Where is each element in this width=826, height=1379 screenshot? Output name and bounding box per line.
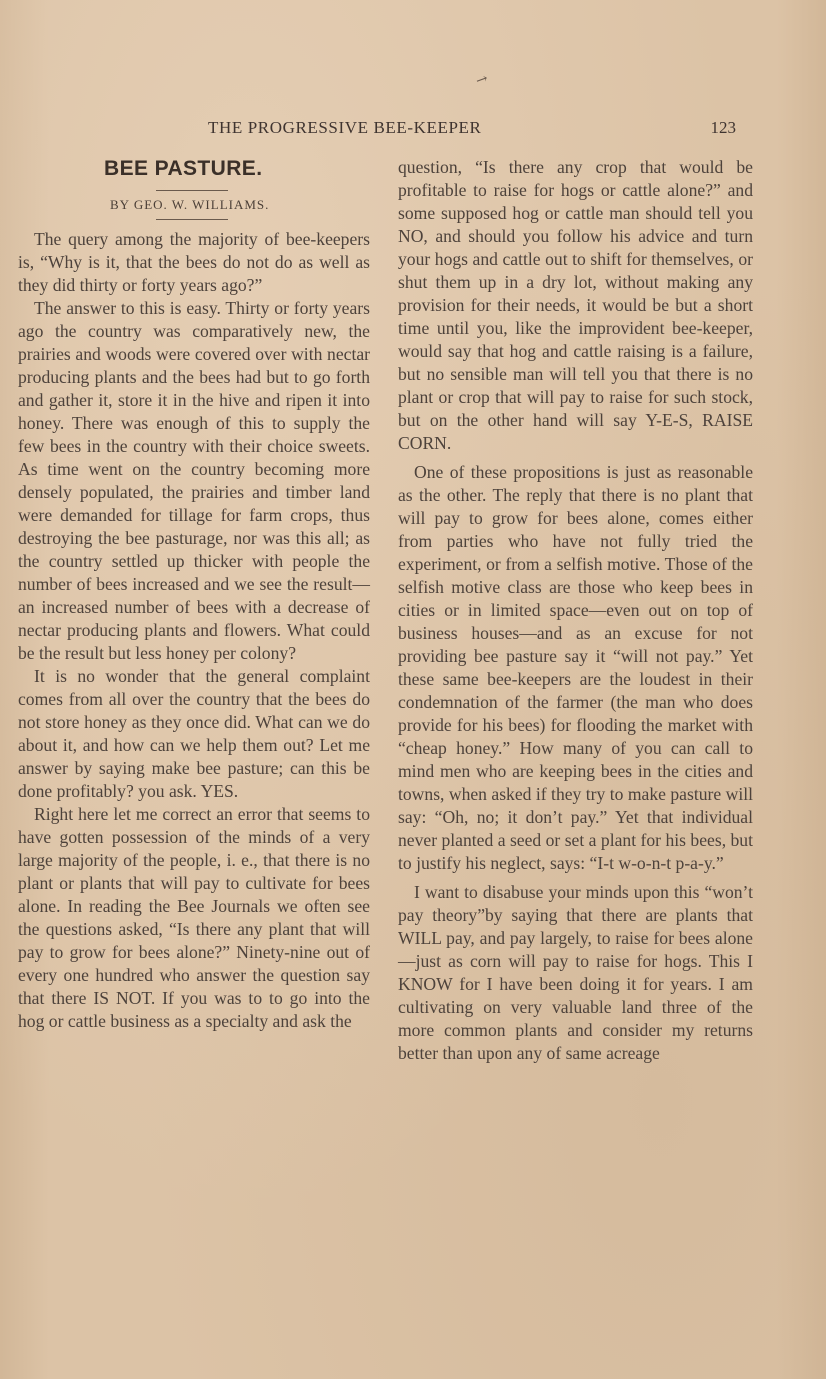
article-title: BEE PASTURE.	[104, 157, 263, 180]
paragraph: It is no wonder that the general complaint comes from all over the country that the bees do not store honey as they once did. What can we do about it, and how can we help them out? Let me answer by saying make bee pasture; can this be done profitably? you ask. YES.	[18, 666, 370, 801]
paragraph: The query among the majority of bee-keepers is, “Why is it, that the bees do not do as well as they did thirty or forty years ago?”	[18, 229, 370, 295]
paragraph: I want to disabuse your minds upon this “won’t pay theory”by saying that there are plants that WILL pay, and pay largely, to raise for bees alone—just as corn will pay to raise for hogs. This I KNOW for I have been doing it for years. I am cultivating on very valuable land three of the more common plants and consider my returns better than upon any of same acreage	[398, 882, 753, 1063]
right-column	[398, 156, 753, 1065]
running-head	[18, 118, 752, 140]
journal-title: THE PROGRESSIVE BEE-KEEPER	[208, 118, 482, 137]
page-number: 123	[710, 118, 736, 137]
paragraph: One of these propositions is just as reasonable as the other. The reply that there is no plant that will pay to grow for bees alone, comes either from parties who have not fully tried the experiment, or from a selfish motive. Those of the selfish motive class are those who keep bees in cities or in limited space—even out on top of business houses—and as an excuse for not providing bee pasture say it “will not pay.” Yet these same bee-keepers are the loudest in their condemnation of the farmer (the man who does provide for his bees) for flooding the market with “cheap honey.” How many of you can call to mind men who are keeping bees in the cities and towns, when asked if they try to make pasture will say: “Oh, no; it don’t pay.” Yet that individual never planted a seed or set a plant for his bees, but to justify his neglect, says: “I-t w-o-n-t p-a-y.”	[398, 462, 753, 873]
paragraph: Right here let me correct an error that seems to have gotten possession of the minds of a very large majority of the people, i. e., that there is no plant or plants that will pay to cultivate for bees alone. In reading the Bee Journals we often see the questions asked, “Is there any plant that will pay to grow for bees alone?” Ninety-nine out of every one hundred who answer the question say that there IS NOT. If you was to to go into the hog or cattle business as a specialty and ask the	[18, 804, 370, 1031]
paragraph: The answer to this is easy. Thirty or forty years ago the country was comparatively new, the prairies and woods were covered over with nectar producing plants and the bees had but to go forth and gather it, store it in the hive and ripen it into honey. There was enough of this to supply the few bees in the country with their choice sweets. As time went on the country becoming more densely populated, the prairies and timber land were demanded for tillage for farm crops, thus destroying the bee pasturage, nor was this all; as the country settled up thicker with people the number of bees increased and we see the result—an increased number of bees with a decrease of nectar producing plants and flowers. What could be the result but less honey per colony?	[18, 298, 370, 663]
title-rule	[156, 190, 228, 191]
paragraph: question, “Is there any crop that would be profitable to raise for hogs or cattle alone?” and some supposed hog or cattle man should tell you NO, and should you follow his advice and turn your hogs and cattle out to shift for themselves, or shut them up in a dry lot, without making any provision for their needs, it would be but a short time until you, like the improvident bee-keeper, would say that hog and cattle raising is a failure, but no sensible man will tell you that there is no plant or crop that will pay to raise for such stock, but on the other hand will say Y-E-S, RAISE CORN.	[398, 157, 753, 453]
byline: BY GEO. W. WILLIAMS.	[110, 197, 270, 212]
left-column	[18, 156, 370, 1033]
byline-rule	[156, 219, 228, 220]
ink-mark: →	[473, 70, 491, 90]
